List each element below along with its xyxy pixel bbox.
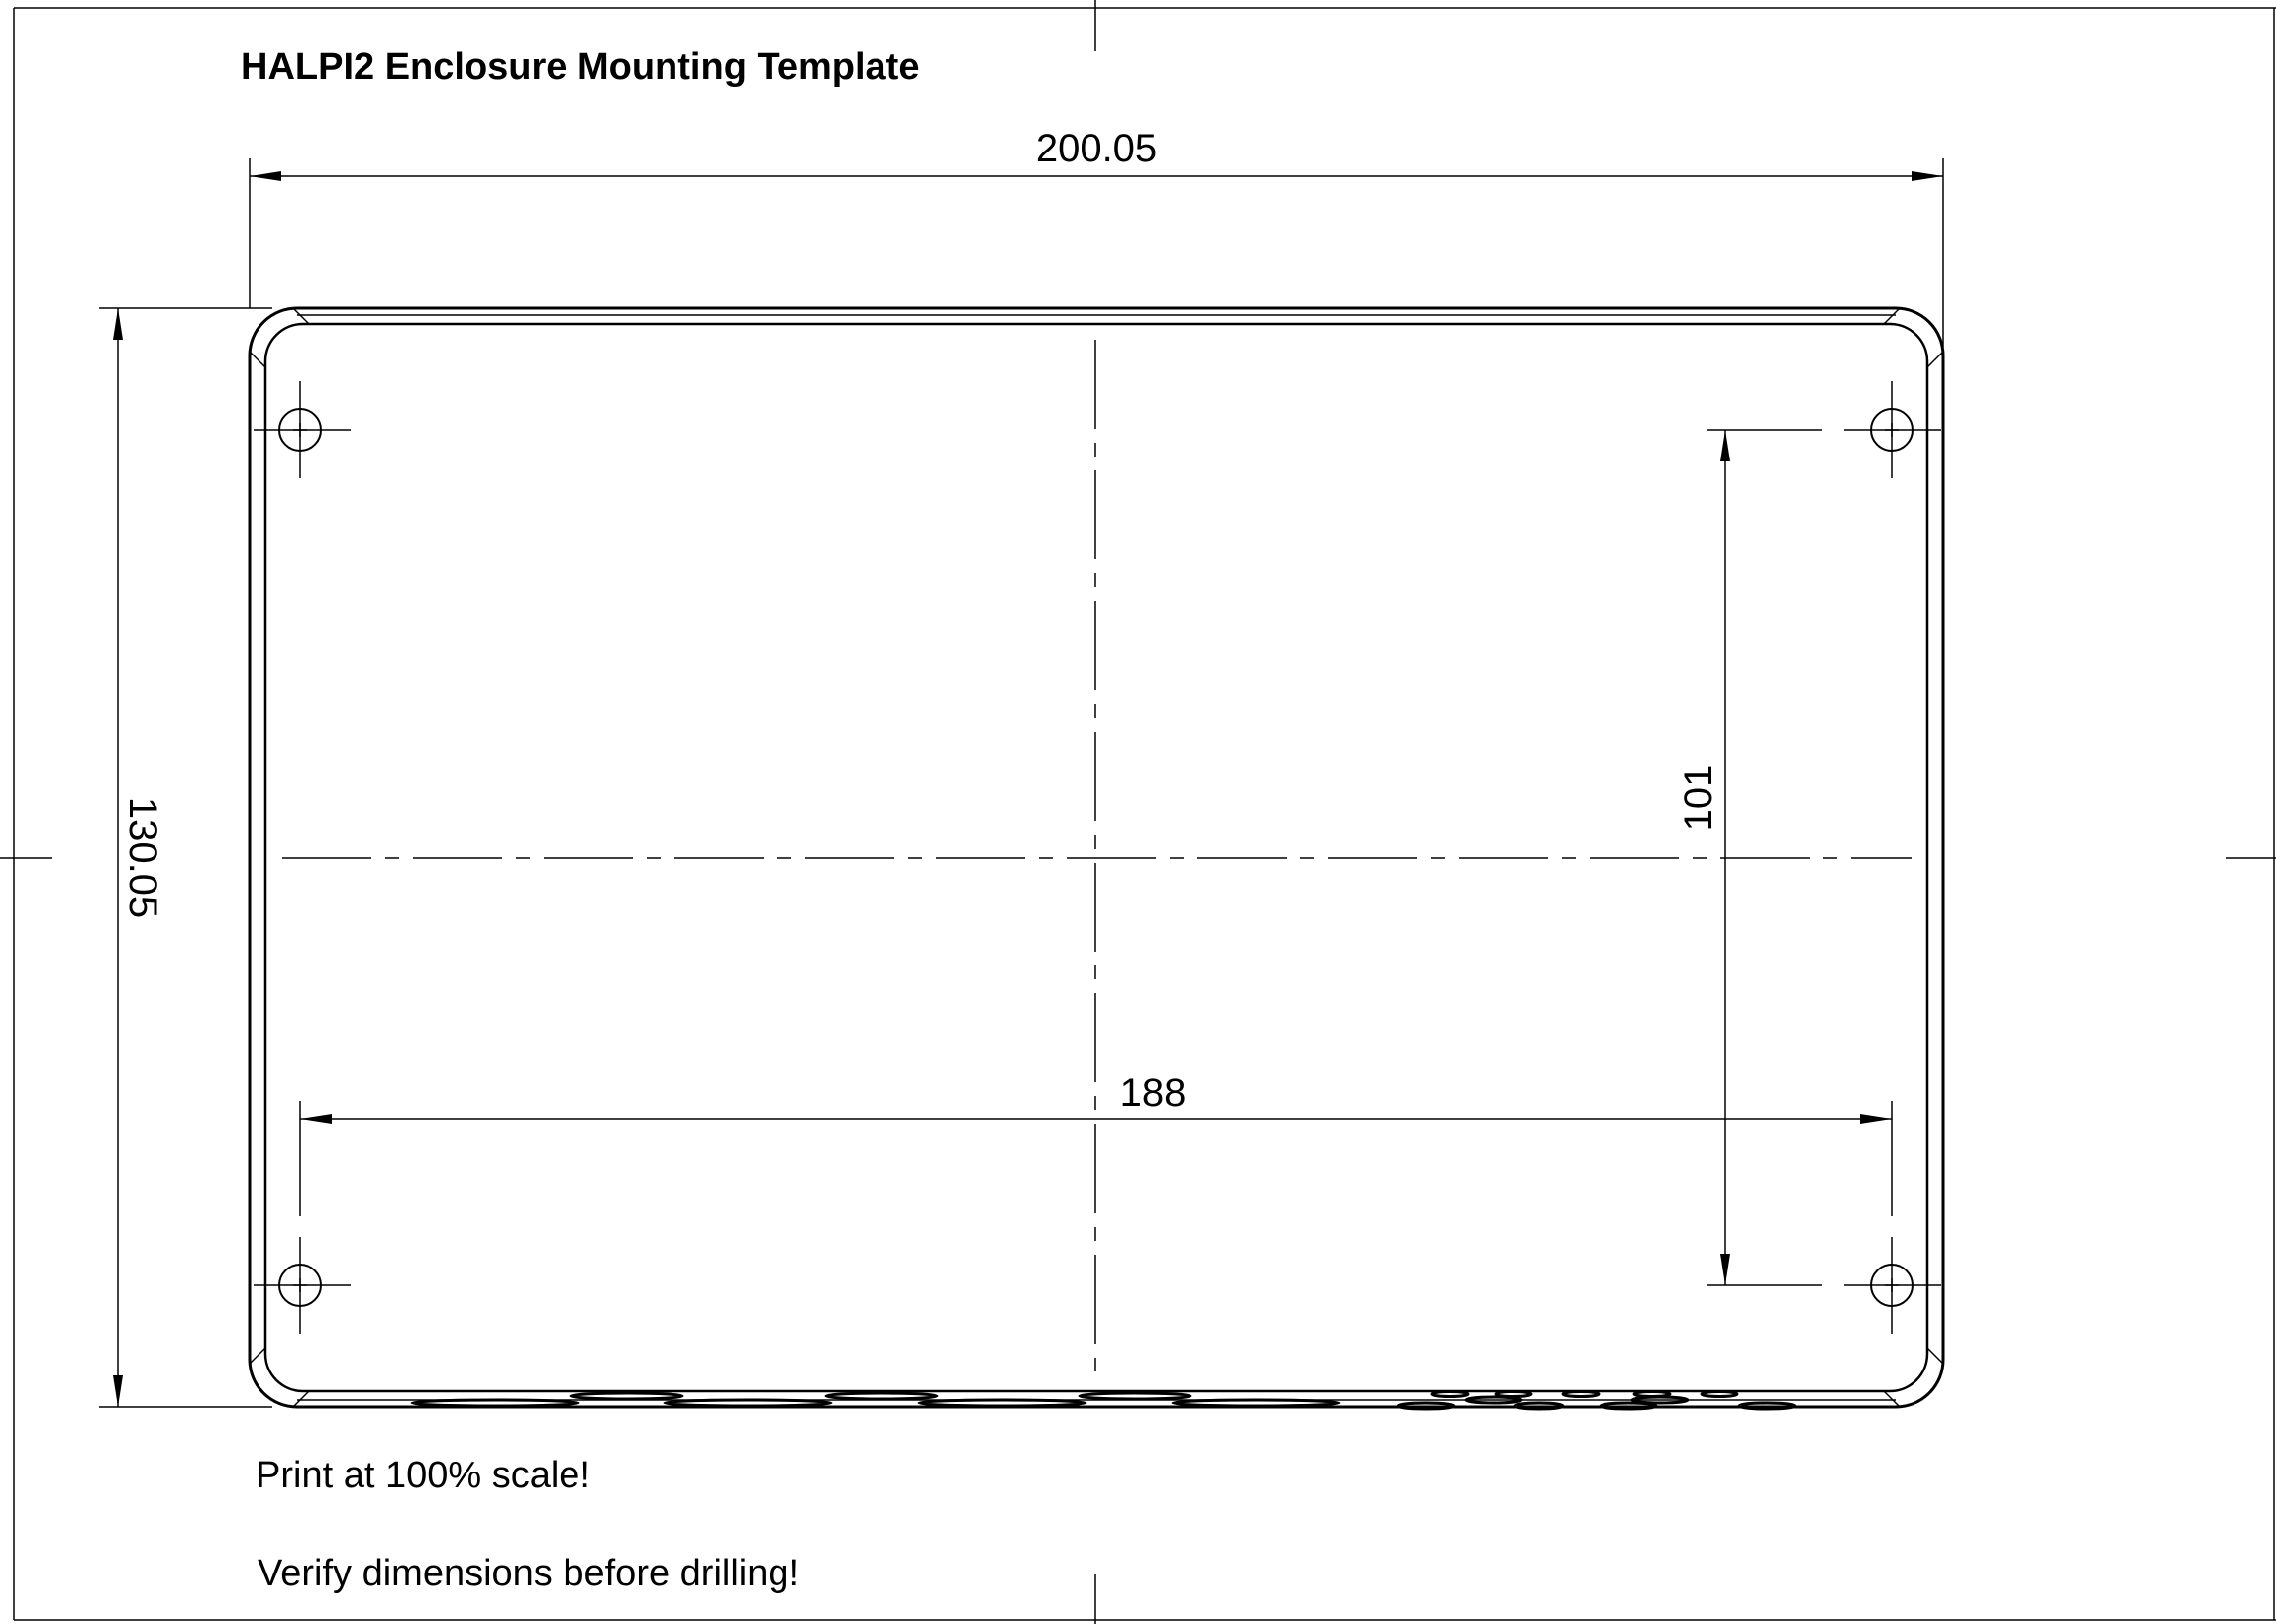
note-print-scale: Print at 100% scale! xyxy=(256,1455,590,1496)
mounting-hole-bottom-left xyxy=(254,1237,351,1334)
centerlines xyxy=(282,340,1912,1376)
dimension-overall-width xyxy=(250,127,1943,347)
note-verify-dimensions: Verify dimensions before drilling! xyxy=(258,1553,800,1594)
dimension-label-hole-spacing-horizontal: 188 xyxy=(1119,1071,1187,1115)
mounting-hole-top-left xyxy=(254,381,351,478)
dimension-overall-height xyxy=(99,308,272,1407)
dimension-label-hole-spacing-vertical: 101 xyxy=(1677,764,1720,832)
sheet-border xyxy=(14,8,2276,1620)
dimension-label-overall-height: 130.05 xyxy=(121,796,164,919)
page-title: HALPI2 Enclosure Mounting Template xyxy=(241,47,920,88)
dimension-label-overall-width: 200.05 xyxy=(1035,127,1158,170)
